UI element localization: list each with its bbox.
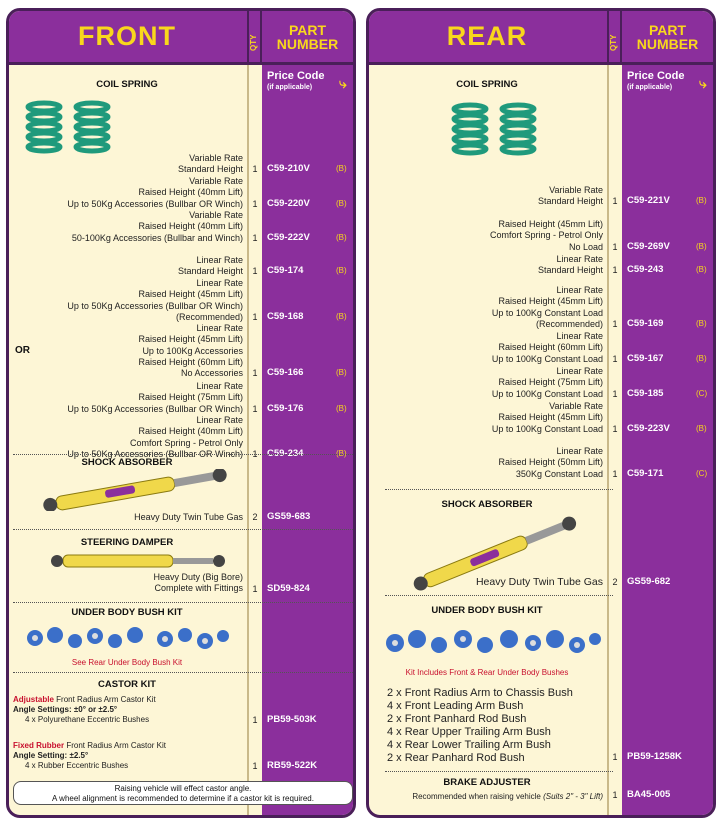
- spring-desc: Linear Rate Raised Height (45mm Lift) Up to 100Kg Constant Load (Recommended): [491, 285, 603, 329]
- spring-part: C59-168: [267, 310, 304, 322]
- price-code-badge: (C): [696, 468, 708, 478]
- spring-qty: 1: [252, 198, 258, 209]
- shock-desc: Heavy Duty Twin Tube Gas: [475, 576, 603, 588]
- spring-part: C59-220V: [267, 197, 310, 209]
- spring-part: C59-174: [267, 265, 304, 277]
- front-header: [9, 11, 353, 65]
- part-column: [622, 65, 716, 818]
- spring-part: C59-243: [627, 264, 664, 276]
- bush-part: PB59-1258K: [627, 751, 682, 762]
- bush-kit-heading: UNDER BODY BUSH KIT: [71, 607, 183, 618]
- price-code-badge: (B): [336, 368, 347, 378]
- spring-part: C59-221V: [627, 195, 670, 207]
- spring-qty: 1: [252, 403, 258, 414]
- spring-desc: Linear Rate Raised Height (75mm Lift) Up to 100Kg Constant Load: [491, 366, 603, 399]
- spring-part: C59-222V: [267, 231, 310, 243]
- spring-desc: Linear Rate Raised Height (40mm Lift) Comfort Spring - Petrol Only Up to 50Kg Accessories (Bullbar OR Winch): [67, 415, 243, 459]
- castor-fix-settings: Angle Setting: ±2.5°: [13, 751, 89, 760]
- spring-desc: Variable Rate Raised Height (40mm Lift) Up to 50Kg Accessories (Bullbar OR Winch): [67, 176, 243, 209]
- bush-list-item: 4 x Rear Upper Trailing Arm Bush: [387, 726, 551, 738]
- price-code-badge: (B): [696, 241, 707, 251]
- part-number-label: PART NUMBER: [636, 22, 699, 52]
- price-code-badge: (B): [336, 403, 347, 413]
- damper-desc-2: Complete with Fittings: [154, 583, 243, 593]
- spring-qty: 1: [612, 423, 618, 434]
- price-code-badge: (B): [336, 448, 347, 458]
- rear-header: [369, 11, 713, 65]
- spring-part: C59-166: [267, 367, 304, 379]
- spring-desc: Linear Rate Raised Height (45mm Lift) Up to 100Kg Accessories Raised Height (60mm Lift) No Accessories: [138, 323, 243, 379]
- price-code-badge: (B): [336, 198, 347, 208]
- spring-desc: Linear Rate Raised Height (50mm Lift) 350Kg Constant Load: [498, 446, 603, 479]
- spring-part: C59-210V: [267, 163, 310, 175]
- price-code-badge: (B): [336, 164, 347, 174]
- bush-note: See Rear Under Body Bush Kit: [71, 658, 183, 667]
- arrow-down-icon: ⤷: [699, 75, 707, 91]
- castor-adj-part: PB59-503K: [267, 714, 317, 725]
- spring-qty: 1: [612, 265, 618, 276]
- spring-part: C59-223V: [627, 422, 670, 434]
- price-code-badge: (C): [696, 388, 708, 398]
- part-number-label: PART NUMBER: [276, 22, 339, 52]
- spring-qty: 1: [612, 468, 618, 479]
- bush-list-item: 2 x Front Panhard Rod Bush: [387, 713, 527, 725]
- spring-part: C59-269V: [627, 240, 670, 252]
- spring-desc: Linear Rate Standard Height: [537, 254, 603, 276]
- damper-part: SD59-824: [267, 583, 310, 594]
- qty-label: QTY: [607, 11, 622, 65]
- price-code-badge: (B): [336, 266, 347, 276]
- castor-note: Raising vehicle will effect castor angle. A wheel alignment is recommended to determine if a castor kit is required.: [13, 781, 353, 805]
- spring-qty: 1: [252, 448, 258, 459]
- front-title: FRONT: [78, 21, 176, 51]
- bush-kit-icon: [383, 623, 603, 663]
- price-code-badge: (B): [336, 311, 347, 321]
- bush-list-item: 2 x Rear Panhard Rod Bush: [387, 752, 525, 764]
- price-code: Price Code (if applicable): [267, 70, 325, 91]
- castor-kit-heading: CASTOR KIT: [98, 679, 156, 690]
- bush-list-item: 2 x Front Radius Arm to Chassis Bush: [387, 687, 573, 699]
- bush-kit-heading: UNDER BODY BUSH KIT: [431, 605, 543, 616]
- castor-adj-item: 4 x Polyurethane Eccentric Bushes: [25, 715, 150, 724]
- spring-qty: 1: [252, 311, 258, 322]
- coil-spring-heading: COIL SPRING: [96, 79, 158, 90]
- shock-absorber-heading: SHOCK ABSORBER: [81, 457, 173, 468]
- price-code: Price Code (if applicable): [627, 70, 685, 91]
- shock-absorber-icon: [35, 469, 235, 511]
- brake-desc: Recommended when raising vehicle (Suits 2" - 3" Lift): [412, 792, 603, 801]
- bush-kit-icon: [23, 621, 233, 655]
- spring-desc: Linear Rate Standard Height: [177, 255, 243, 277]
- spring-desc: Variable Rate Raised Height (40mm Lift) 50-100Kg Accessories (Bullbar and Winch): [71, 210, 243, 243]
- coil-spring-heading: COIL SPRING: [456, 79, 518, 90]
- steering-damper-icon: [49, 549, 229, 573]
- spring-desc: Linear Rate Raised Height (45mm Lift) Up to 50Kg Accessories (Bullbar OR Winch) (Recommended): [67, 278, 243, 322]
- bush-list-item: 4 x Front Leading Arm Bush: [387, 700, 524, 712]
- spring-qty: 1: [612, 353, 618, 364]
- or-label: OR: [15, 345, 30, 356]
- price-code-badge: (B): [696, 196, 707, 206]
- part-column: [262, 65, 356, 818]
- spring-part: C59-234: [267, 447, 304, 459]
- coil-spring-icon: [445, 99, 545, 161]
- price-code-badge: (B): [336, 232, 347, 242]
- spring-desc: Linear Rate Raised Height (75mm Lift) Up to 50Kg Accessories (Bullbar OR Winch): [67, 381, 243, 414]
- shock-absorber-heading: SHOCK ABSORBER: [441, 499, 533, 510]
- price-code-badge: (B): [696, 423, 707, 433]
- shock-part: GS59-682: [627, 576, 671, 587]
- front-panel: FRONT QTY PART NUMBER Price Code (if applicable) ⤷ COIL SPRING Variable Rate Standard Height 1 C59-210V (B) Variable Rate Raised Height (40mm Lift) Up to 50Kg Accessories (Bullbar OR Winch) 1 C59-220V (B) Variable Rate Raised Height (40mm Lift) 50-100Kg Accessories (Bullbar and Winch) 1 C59-222V (B) Linear Rate Standard Height 1 C59-174 (B) Linear Rate Raised Height (45mm Lift) Up to 50Kg Accessories (Bullbar OR Winch) (Recommended) 1 C59-168 (B) Linear Rate Raised Height (45mm Lift) Up to 100Kg Accessories Raised Height (60mm Lift) No Accessories 1 C59-166 (B) Linear Rate Raised Height (75mm Lift) Up to 50Kg Accessories (Bullbar OR Winch) 1 C59-176 (B) Linear Rate Raised Height (40mm Lift) Comfort Spring - Petrol Only Up to 50Kg Accessories (Bullbar OR Winch) 1 C59-234 (B) OR SHOCK ABSORBER Heavy Duty Twin Tube Gas 2 GS59-683 STEERING DAMPER Heavy Duty (Big Bore) Complete with Fittings 1 SD59-824 UNDER BODY BUSH KIT See Rear Under Body Bush Kit CASTOR KIT Adjustable Front Radius Arm Castor Kit Angle Settings: ±0° or ±2.5° 4 x Polyurethane Eccentric Bushes 1 PB59-503K Fixed Rubber Front Radius Arm Castor Kit Angle Setting: ±2.5° 4 x Rubber Eccentric Bushes 1 RB59-522K Raising vehicle will effect castor angle. A wheel alignment is recommended to determine if a castor kit is required.: [6, 8, 356, 818]
- brake-part: BA45-005: [627, 789, 671, 800]
- spring-desc: Variable Rate Raised Height (45mm Lift) Up to 100Kg Constant Load: [491, 401, 603, 434]
- price-code-badge: (B): [696, 265, 707, 275]
- arrow-down-icon: ⤷: [339, 75, 347, 91]
- steering-damper-heading: STEERING DAMPER: [80, 537, 174, 548]
- spring-qty: 1: [612, 388, 618, 399]
- spring-qty: 1: [252, 368, 258, 379]
- spring-desc: Linear Rate Raised Height (60mm Lift) Up to 100Kg Constant Load: [491, 331, 603, 364]
- bush-note: Kit Includes Front & Rear Under Body Bushes: [405, 668, 569, 677]
- spring-qty: 1: [612, 318, 618, 329]
- rear-title: REAR: [446, 21, 528, 51]
- qty-label: QTY: [247, 11, 262, 65]
- damper-desc-1: Heavy Duty (Big Bore): [153, 572, 243, 582]
- spring-part: C59-185: [627, 387, 664, 399]
- spring-part: C59-167: [627, 352, 664, 364]
- spring-qty: 1: [252, 266, 258, 277]
- spring-part: C59-169: [627, 317, 664, 329]
- spring-desc: Variable Rate Standard Height: [177, 153, 243, 175]
- spring-part: C59-171: [627, 467, 664, 479]
- bush-list-item: 4 x Rear Lower Trailing Arm Bush: [387, 739, 551, 751]
- castor-fixed: Fixed Rubber Front Radius Arm Castor Kit: [13, 741, 166, 750]
- shock-desc: Heavy Duty Twin Tube Gas: [134, 512, 243, 522]
- spring-desc: Raised Height (45mm Lift) Comfort Spring - Petrol Only No Load: [489, 219, 603, 252]
- spring-qty: 1: [252, 232, 258, 243]
- castor-fix-item: 4 x Rubber Eccentric Bushes: [25, 761, 129, 770]
- rear-panel: REAR QTY PART NUMBER Price Code (if applicable) ⤷ COIL SPRING Variable Rate Standard Height 1 C59-221V (B) Raised Height (45mm Lift) Comfort Spring - Petrol Only No Load 1 C59-269V (B) Linear Rate Standard Height 1 C59-243 (B) Linear Rate Raised Height (45mm Lift) Up to 100Kg Constant Load (Recommended) 1 C59-169 (B) Linear Rate Raised Height (60mm Lift) Up to 100Kg Constant Load 1 C59-167 (B) Linear Rate Raised Height (75mm Lift) Up to 100Kg Constant Load 1 C59-185 (C) Variable Rate Raised Height (45mm Lift) Up to 100Kg Constant Load 1 C59-223V (B) Linear Rate Raised Height (50mm Lift) 350Kg Constant Load 1 C59-171 (C) SHOCK ABSORBER Heavy Duty Twin Tube Gas 2 GS59-682 UNDER BODY BUSH KIT Kit Includes Front & Rear Under Body Bushes 2 x Front Radius Arm to Chassis Bush 4 x Front Leading Arm Bush 2 x Front Panhard Rod Bush 4 x Rear Upper Trailing Arm Bush 4 x Rear Lower Trailing Arm Bush 2 x Rear Panhard Rod Bush 1 PB59-1258K BRAKE ADJUSTER Recommended when raising vehicle (Suits 2" - 3" Lift) 1 BA45-005: [366, 8, 716, 818]
- spring-desc: Variable Rate Standard Height: [537, 185, 603, 207]
- spring-qty: 1: [612, 241, 618, 252]
- castor-fix-part: RB59-522K: [267, 760, 318, 771]
- spring-part: C59-176: [267, 402, 304, 414]
- shock-part: GS59-683: [267, 511, 311, 522]
- price-code-badge: (B): [696, 318, 707, 328]
- spring-qty: 1: [252, 164, 258, 175]
- brake-adjuster-heading: BRAKE ADJUSTER: [443, 777, 531, 788]
- coil-spring-icon: [19, 97, 119, 159]
- price-code-badge: (B): [696, 353, 707, 363]
- castor-adjustable: Adjustable Front Radius Arm Castor Kit: [13, 695, 156, 704]
- spring-qty: 1: [612, 196, 618, 207]
- castor-adj-settings: Angle Settings: ±0° or ±2.5°: [13, 705, 118, 714]
